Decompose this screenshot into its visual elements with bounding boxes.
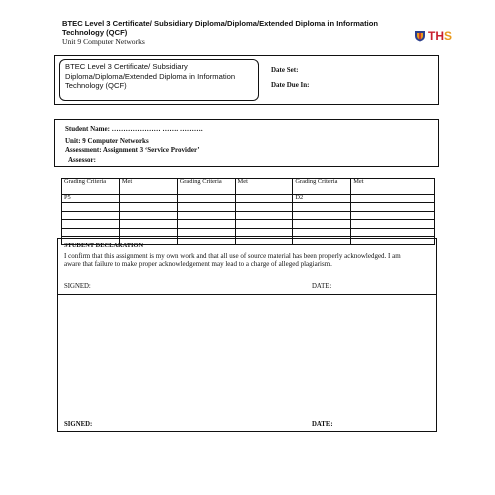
- grading-table-header-cell: Met: [235, 179, 293, 195]
- header-unit: Unit 9 Computer Networks: [62, 37, 145, 47]
- grading-table-cell[interactable]: [351, 211, 435, 219]
- date-set-label: Date Set:: [271, 66, 299, 74]
- grading-table-cell[interactable]: [177, 195, 235, 203]
- grading-table-cell[interactable]: [177, 220, 235, 228]
- qualification-box: [59, 59, 259, 101]
- grading-table-cell[interactable]: [177, 228, 235, 236]
- grading-table-cell[interactable]: [293, 203, 351, 211]
- declaration-text: I confirm that this assignment is my own work and that all use of source material has been properly acknowledged. I am aware that failure to make proper acknowledgement may lead to a charge of alleged plagiarism.: [64, 252, 401, 269]
- grading-table-cell[interactable]: [62, 211, 120, 219]
- grading-table-header-cell: Grading Criteria: [293, 179, 351, 195]
- grading-table-cell[interactable]: P5: [62, 195, 120, 203]
- student-name-field[interactable]: Student Name: ………………… ……. ……….: [65, 125, 203, 133]
- grading-criteria-table: [61, 178, 435, 245]
- ths-logo: [414, 29, 462, 43]
- declaration-heading: STUDENT DECLARATION: [64, 242, 144, 249]
- grading-table-cell[interactable]: [119, 203, 177, 211]
- student-info-box: [54, 119, 439, 167]
- assessor-field[interactable]: Assessor:: [68, 156, 96, 164]
- grading-table-cell[interactable]: D2: [293, 195, 351, 203]
- assessor-signed-field[interactable]: SIGNED:: [64, 421, 93, 428]
- assessment-label: Assessment: Assignment 3 ‘Service Provider’: [65, 146, 200, 154]
- date-due-label: Date Due In:: [271, 81, 310, 89]
- grading-table-row: [62, 203, 435, 211]
- declaration-section: [58, 239, 436, 295]
- grading-table-cell[interactable]: [119, 228, 177, 236]
- signed-field[interactable]: SIGNED:: [64, 283, 91, 290]
- grading-table-cell[interactable]: [293, 211, 351, 219]
- grading-table-cell[interactable]: [62, 220, 120, 228]
- qualification-title: BTEC Level 3 Certificate/ Subsidiary Diploma/Diploma/Extended Diploma in Information Technology (QCF): [65, 62, 236, 91]
- grading-table-cell[interactable]: [119, 195, 177, 203]
- grading-table-header-cell: Grading Criteria: [62, 179, 120, 195]
- date-field[interactable]: DATE:: [312, 283, 332, 290]
- grading-table-cell[interactable]: [235, 195, 293, 203]
- grading-table-header-cell: Grading Criteria: [177, 179, 235, 195]
- student-declaration-box: [57, 238, 437, 432]
- grading-table-cell[interactable]: [62, 228, 120, 236]
- grading-table-header-cell: Met: [351, 179, 435, 195]
- grading-table-header-cell: Met: [119, 179, 177, 195]
- header-title: BTEC Level 3 Certificate/ Subsidiary Diploma/Diploma/Extended Diploma in Information Technology (QCF): [62, 19, 379, 37]
- grading-table-header-row: [62, 179, 435, 195]
- grading-table-cell[interactable]: [119, 220, 177, 228]
- unit-label: Unit: 9 Computer Networks: [65, 137, 149, 145]
- grading-table-cell[interactable]: [351, 195, 435, 203]
- grading-table-cell[interactable]: [293, 228, 351, 236]
- page-header: [62, 20, 402, 46]
- grading-table-cell[interactable]: [235, 203, 293, 211]
- grading-table-cell[interactable]: [62, 203, 120, 211]
- logo-wordmark: THS: [428, 29, 453, 43]
- grading-table-cell[interactable]: [235, 220, 293, 228]
- grading-table-row: [62, 195, 435, 203]
- title-box: [54, 55, 439, 105]
- grading-table-cell[interactable]: [119, 211, 177, 219]
- grading-table-row: [62, 228, 435, 236]
- grading-table-cell[interactable]: [235, 228, 293, 236]
- grading-table-cell[interactable]: [177, 211, 235, 219]
- grading-table-cell[interactable]: [177, 203, 235, 211]
- assessor-date-field[interactable]: DATE:: [312, 421, 333, 428]
- crest-icon: [414, 30, 426, 42]
- grading-table-row: [62, 220, 435, 228]
- grading-table-cell[interactable]: [235, 211, 293, 219]
- grading-table-cell[interactable]: [351, 220, 435, 228]
- grading-table-cell[interactable]: [293, 220, 351, 228]
- grading-table-cell[interactable]: [351, 228, 435, 236]
- grading-table-row: [62, 211, 435, 219]
- grading-table-cell[interactable]: [351, 203, 435, 211]
